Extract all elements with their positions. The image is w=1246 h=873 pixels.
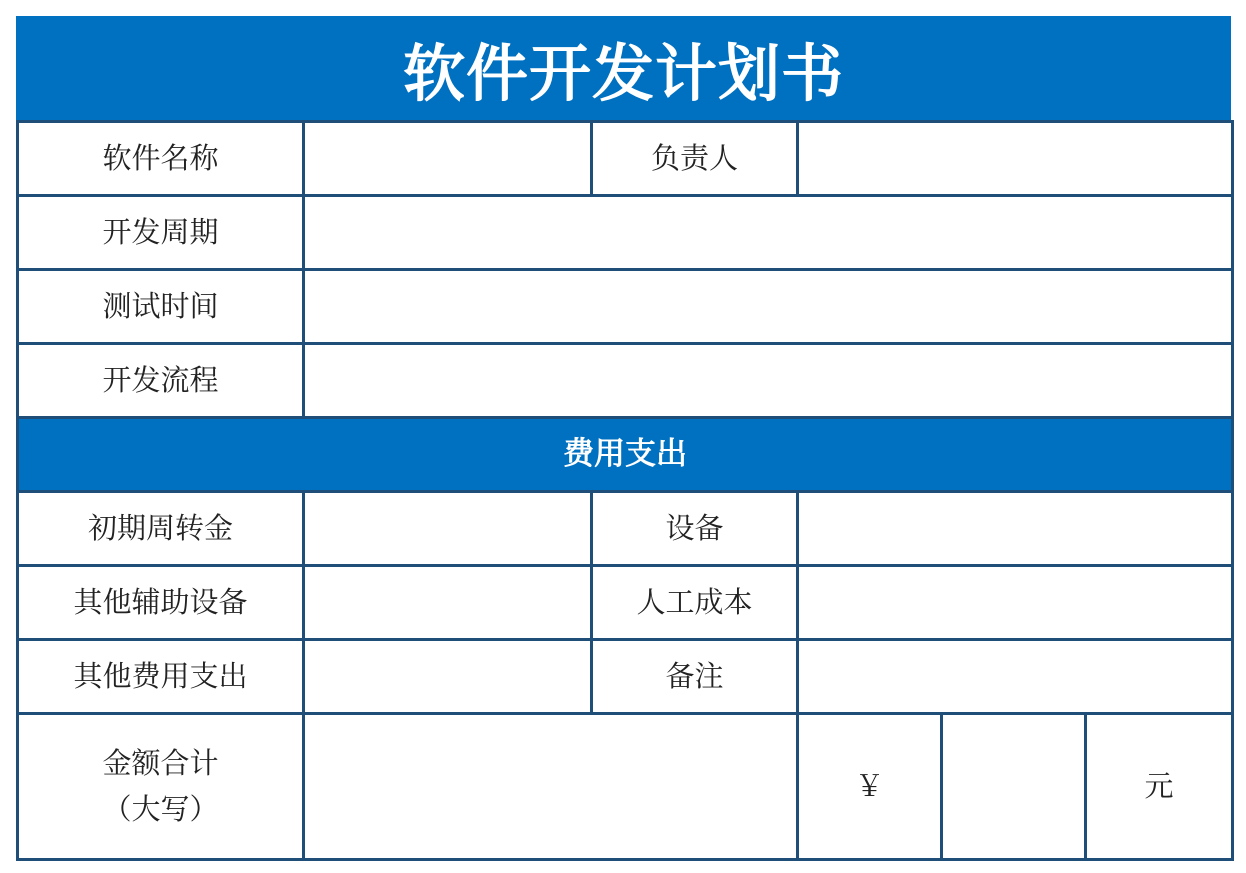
- dev-process-label: 开发流程: [18, 344, 304, 418]
- test-time-field[interactable]: [304, 270, 1233, 344]
- table-row: [18, 640, 1233, 714]
- equipment-label: 设备: [592, 492, 798, 566]
- equipment-field[interactable]: [798, 492, 1233, 566]
- table-row: [18, 344, 1233, 418]
- software-name-label: 软件名称: [18, 122, 304, 196]
- initial-working-capital-field[interactable]: [304, 492, 592, 566]
- test-time-label: 测试时间: [18, 270, 304, 344]
- expenses-section-header: 费用支出: [18, 418, 1233, 492]
- currency-symbol: ￥: [798, 714, 942, 860]
- labor-cost-field[interactable]: [798, 566, 1233, 640]
- dev-period-field[interactable]: [304, 196, 1233, 270]
- total-amount-label: [18, 714, 304, 860]
- amount-field[interactable]: [942, 714, 1086, 860]
- other-expenses-label: 其他费用支出: [18, 640, 304, 714]
- dev-process-field[interactable]: [304, 344, 1233, 418]
- dev-period-label: 开发周期: [18, 196, 304, 270]
- table-row: [18, 714, 1233, 860]
- plan-table: [16, 120, 1234, 861]
- other-expenses-field[interactable]: [304, 640, 592, 714]
- owner-field[interactable]: [798, 122, 1233, 196]
- table-row: [18, 196, 1233, 270]
- total-amount-label-line2: （大写）: [102, 791, 219, 826]
- software-name-field[interactable]: [304, 122, 592, 196]
- table-row: [18, 492, 1233, 566]
- remarks-label: 备注: [592, 640, 798, 714]
- table-row: [18, 122, 1233, 196]
- plan-form: [16, 16, 1231, 858]
- amount-in-words-field[interactable]: [304, 714, 798, 860]
- table-row: [18, 418, 1233, 492]
- owner-label: 负责人: [592, 122, 798, 196]
- labor-cost-label: 人工成本: [592, 566, 798, 640]
- currency-unit: 元: [1086, 714, 1233, 860]
- initial-working-capital-label: 初期周转金: [18, 492, 304, 566]
- form-title: 软件开发计划书: [16, 16, 1231, 120]
- remarks-field[interactable]: [798, 640, 1233, 714]
- total-amount-label-line1: 金额合计: [102, 745, 219, 780]
- table-row: [18, 566, 1233, 640]
- other-aux-equipment-field[interactable]: [304, 566, 592, 640]
- table-row: [18, 270, 1233, 344]
- other-aux-equipment-label: 其他辅助设备: [18, 566, 304, 640]
